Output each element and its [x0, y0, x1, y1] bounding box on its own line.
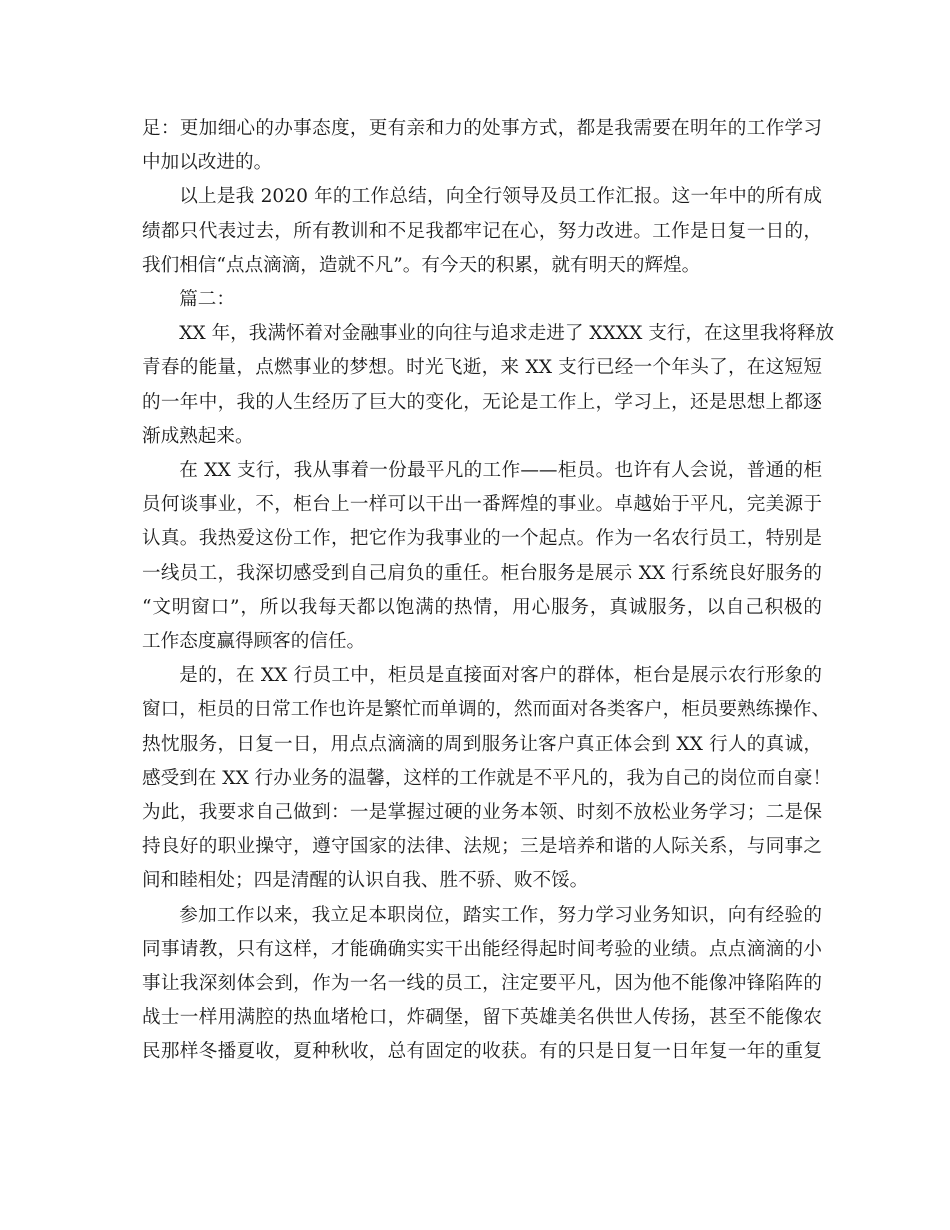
text-line: 工作态度赢得顾客的信任。: [142, 631, 366, 653]
text-line: 青春的能量，点燃事业的梦想。时光飞逝，来 XX 支行已经一个年头了，在这短短: [142, 357, 822, 379]
text-line: 感受到在 XX 行办业务的温馨，这样的工作就是不平凡的，我为自己的岗位而自豪！: [142, 767, 832, 789]
text-line: 认真。我热爱这份工作，把它作为我事业的一个起点。作为一名农行员工，特别是: [142, 528, 822, 550]
text-line: 员何谈事业，不，柜台上一样可以干出一番辉煌的事业。卓越始于平凡，完美源于: [142, 494, 822, 516]
paragraph-2: [142, 180, 822, 283]
text-line: 足：更加细心的办事态度，更有亲和力的处事方式，都是我需要在明年的工作学习: [142, 118, 822, 139]
document-body: [142, 112, 835, 1070]
text-line: 战士一样用满腔的热血堵枪口，炸碉堡，留下英雄美名供世人传扬，甚至不能像农: [142, 1007, 822, 1029]
paragraph-1: [142, 112, 822, 180]
text-line: 为此，我要求自己做到：一是掌握过硬的业务本领、时刻不放松业务学习；二是保: [142, 802, 822, 824]
text-line: “文明窗口”，所以我每天都以饱满的热情，用心服务，真诚服务，以自己积极的: [142, 596, 822, 618]
text-line: 窗口，柜员的日常工作也许是繁忙而单调的，然而面对各类客户，柜员要熟练操作、: [142, 699, 830, 721]
paragraph-4: [142, 454, 822, 659]
text-line: 同事请教，只有这样，才能确确实实干出能经得起时间考验的业绩。点点滴滴的小: [142, 938, 822, 960]
text-line: 我们相信“点点滴滴，造就不凡”。有今天的积累，就有明天的辉煌。: [142, 254, 701, 276]
section-heading-text: 篇二：: [179, 289, 235, 311]
text-line: 热忱服务，日复一日，用点点滴滴的周到服务让客户真正体会到 XX 行人的真诚，: [142, 733, 822, 755]
text-line: 在 XX 支行，我从事着一份最平凡的工作——柜员。也许有人会说，普通的柜: [179, 460, 822, 482]
section-heading: [142, 283, 822, 317]
text-line: 间和睦相处；四是清醒的认识自我、胜不骄、败不馁。: [142, 870, 589, 892]
text-line: XX 年，我满怀着对金融事业的向往与追求走进了 XXXX 支行，在这里我将释放: [179, 323, 835, 345]
paragraph-5: [142, 659, 832, 898]
text-line: 的一年中，我的人生经历了巨大的变化，无论是工作上，学习上，还是思想上都逐: [142, 391, 822, 413]
text-line: 事让我深刻体会到，作为一名一线的员工，注定要平凡，因为他不能像冲锋陷阵的: [142, 973, 822, 995]
text-line: 中加以改进的。: [142, 152, 273, 174]
text-line: 参加工作以来，我立足本职岗位，踏实工作，努力学习业务知识，向有经验的: [179, 904, 822, 926]
text-line: 一线员工，我深切感受到自己肩负的重任。柜台服务是展示 XX 行系统良好服务的: [142, 562, 822, 584]
paragraph-6: [142, 899, 822, 1070]
text-line: 民那样冬播夏收，夏种秋收，总有固定的收获。有的只是日复一日年复一年的重复: [142, 1041, 822, 1063]
text-line: 绩都只代表过去，所有教训和不足我都牢记在心，努力改进。工作是日复一日的，: [142, 220, 822, 242]
text-line: 持良好的职业操守，遵守国家的法律、法规；三是培养和谐的人际关系，与同事之: [142, 836, 822, 858]
paragraph-3: [142, 317, 835, 454]
text-line: 以上是我 2020 年的工作总结，向全行领导及员工作汇报。这一年中的所有成: [179, 186, 822, 208]
text-line: 渐成熟起来。: [142, 425, 254, 447]
text-line: 是的，在 XX 行员工中，柜员是直接面对客户的群体，柜台是展示农行形象的: [179, 665, 822, 687]
